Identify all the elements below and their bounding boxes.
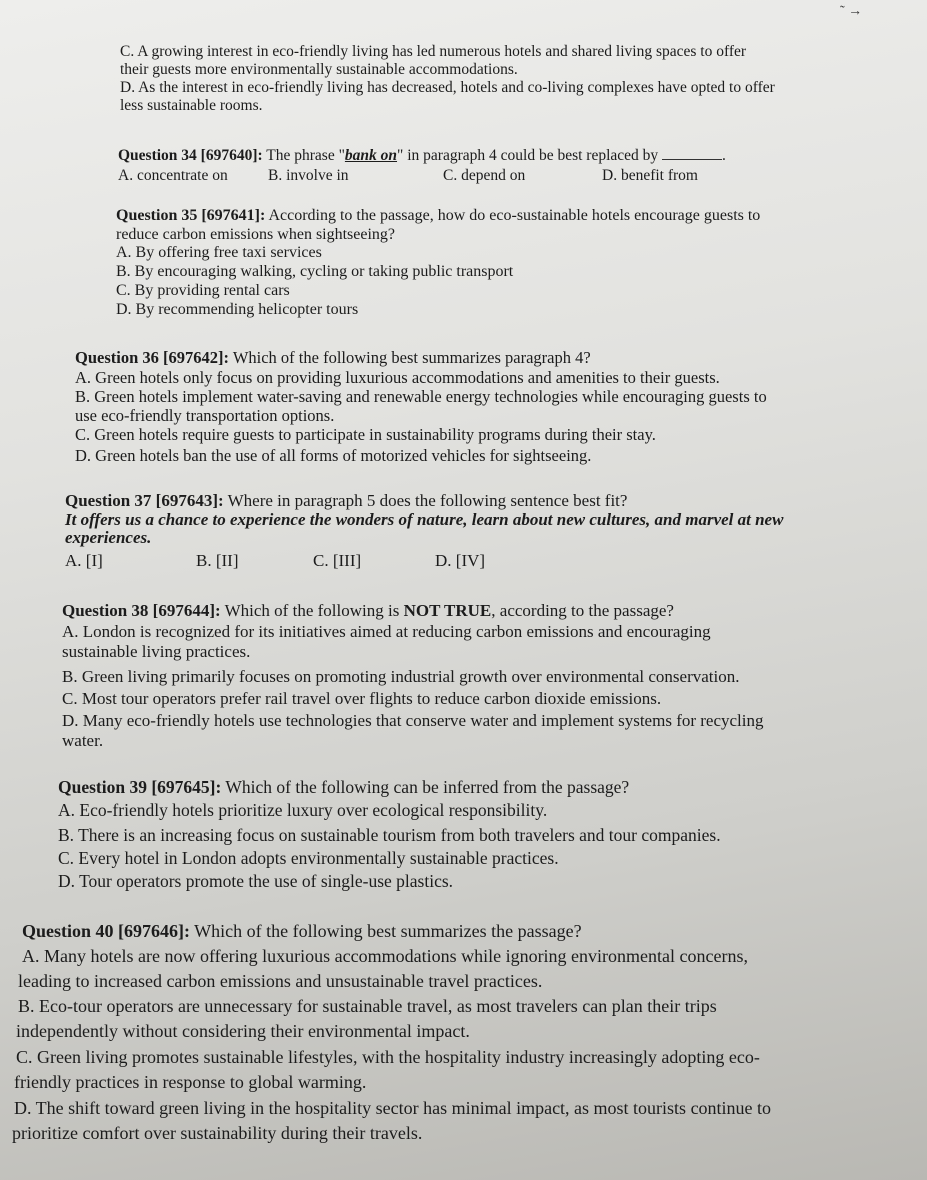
q34-option-c: C. depend on (443, 167, 526, 184)
question-37-quote-line1: It offers us a chance to experience the wonders of nature, learn about new cultures, and marvel at new (65, 510, 784, 529)
q40-option-c-cont: friendly practices in response to global warming. (14, 1072, 367, 1092)
q38-option-d: D. Many eco-friendly hotels use technologies that conserve water and implement systems for recycling (62, 711, 764, 730)
q38-option-a: A. London is recognized for its initiatives aimed at reducing carbon emissions and encouraging (62, 622, 711, 641)
question-34-label: Question 34 [697640]: (118, 147, 263, 164)
q40-option-b: B. Eco-tour operators are unnecessary for sustainable travel, as most travelers can plan their trips (18, 996, 717, 1016)
question-38-text: Which of the following is (220, 601, 404, 620)
q40-option-a-cont: leading to increased carbon emissions and unsustainable travel practices. (18, 971, 543, 991)
q34-option-a: A. concentrate on (118, 167, 228, 184)
q36-option-d: D. Green hotels ban the use of all forms of motorized vehicles for sightseeing. (75, 446, 592, 465)
q36-option-c: C. Green hotels require guests to participate in sustainability programs during their stay. (75, 425, 656, 444)
q38-option-c: C. Most tour operators prefer rail travel over flights to reduce carbon dioxide emissions. (62, 689, 662, 708)
question-35-text: According to the passage, how do eco-sustainable hotels encourage guests to (265, 207, 761, 224)
q37-option-c: C. [III] (313, 551, 362, 570)
corner-pen-marks: ˜ → (840, 4, 863, 19)
question-37-quote-line2: experiences. (65, 528, 152, 547)
q36-option-b: B. Green hotels implement water-saving and renewable energy technologies while encouraging guests to (75, 387, 767, 406)
q39-option-c: C. Every hotel in London adopts environmentally sustainable practices. (58, 848, 559, 868)
question-39-stem (58, 777, 629, 797)
q39-option-b: B. There is an increasing focus on sustainable tourism from both travelers and tour companies. (58, 825, 721, 845)
q36-option-a: A. Green hotels only focus on providing luxurious accommodations and amenities to their guests. (75, 368, 720, 387)
question-34-stem: Question 34 [697640]: The phrase "bank on" in paragraph 4 could be best replaced by . (118, 147, 726, 164)
question-37-label: Question 37 [697643]: (65, 491, 224, 510)
q39-option-a: A. Eco-friendly hotels prioritize luxury over ecological responsibility. (58, 800, 548, 820)
question-37-stem (65, 491, 627, 511)
question-34-text: The phrase " (262, 147, 345, 164)
question-35-stem-line2: reduce carbon emissions when sightseeing? (116, 226, 396, 243)
prev-option-c-line1: C. A growing interest in eco-friendly living has led numerous hotels and shared living spaces to offer (120, 43, 747, 60)
prev-option-d-line1: D. As the interest in eco-friendly living has decreased, hotels and co-living complexes have opted to offer (120, 79, 775, 96)
question-34-text-end: " in paragraph 4 could be best replaced by (397, 147, 659, 164)
q35-option-c: C. By providing rental cars (116, 282, 290, 299)
question-39-label: Question 39 [697645]: (58, 777, 222, 797)
question-38-emphasis: NOT TRUE (403, 601, 492, 620)
question-37-text: Where in paragraph 5 does the following sentence best fit? (223, 491, 628, 510)
question-34-phrase: bank on (344, 147, 398, 164)
q39-option-d: D. Tour operators promote the use of single-use plastics. (58, 871, 454, 891)
q38-option-d-cont: water. (62, 731, 104, 750)
question-39-text: Which of the following can be inferred from the passage? (221, 777, 630, 797)
question-40-label: Question 40 [697646]: (22, 921, 190, 941)
question-36-stem (75, 348, 591, 368)
q36-option-b-cont: use eco-friendly transportation options. (75, 406, 335, 425)
question-36-label: Question 36 [697642]: (75, 348, 229, 367)
question-38-stem (62, 601, 674, 621)
question-35-label: Question 35 [697641]: (116, 207, 266, 224)
question-38-text-end: , according to the passage? (491, 601, 674, 620)
question-36-text: Which of the following best summarizes paragraph 4? (229, 348, 591, 367)
q40-option-c: C. Green living promotes sustainable lifestyles, with the hospitality industry increasingly adopting eco- (16, 1047, 760, 1067)
question-40-text: Which of the following best summarizes the passage? (190, 921, 582, 941)
q37-option-a: A. [I] (65, 551, 103, 570)
q37-option-b: B. [II] (196, 551, 239, 570)
q37-option-d: D. [IV] (435, 551, 486, 570)
q35-option-d: D. By recommending helicopter tours (116, 301, 359, 318)
prev-option-d-line2: less sustainable rooms. (120, 97, 263, 114)
q40-option-d: D. The shift toward green living in the hospitality sector has minimal impact, as most tourists continue to (14, 1098, 772, 1118)
q40-option-a: A. Many hotels are now offering luxurious accommodations while ignoring environmental concerns, (22, 946, 748, 966)
answer-blank (662, 147, 722, 160)
question-40-stem (22, 921, 582, 941)
q34-option-d: D. benefit from (602, 167, 698, 184)
q34-option-b: B. involve in (268, 167, 349, 184)
q40-option-d-cont: prioritize comfort over sustainability during their travels. (12, 1123, 423, 1143)
q40-option-b-cont: independently without considering their environmental impact. (16, 1021, 470, 1041)
question-35-stem (116, 206, 760, 226)
q35-option-b: B. By encouraging walking, cycling or taking public transport (116, 263, 514, 280)
q35-option-a: A. By offering free taxi services (116, 244, 322, 261)
q38-option-b: B. Green living primarily focuses on promoting industrial growth over environmental conservation. (62, 667, 740, 686)
prev-option-c-line2: their guests more environmentally sustainable accommodations. (120, 61, 518, 78)
question-38-label: Question 38 [697644]: (62, 601, 221, 620)
q38-option-a-cont: sustainable living practices. (62, 642, 251, 661)
